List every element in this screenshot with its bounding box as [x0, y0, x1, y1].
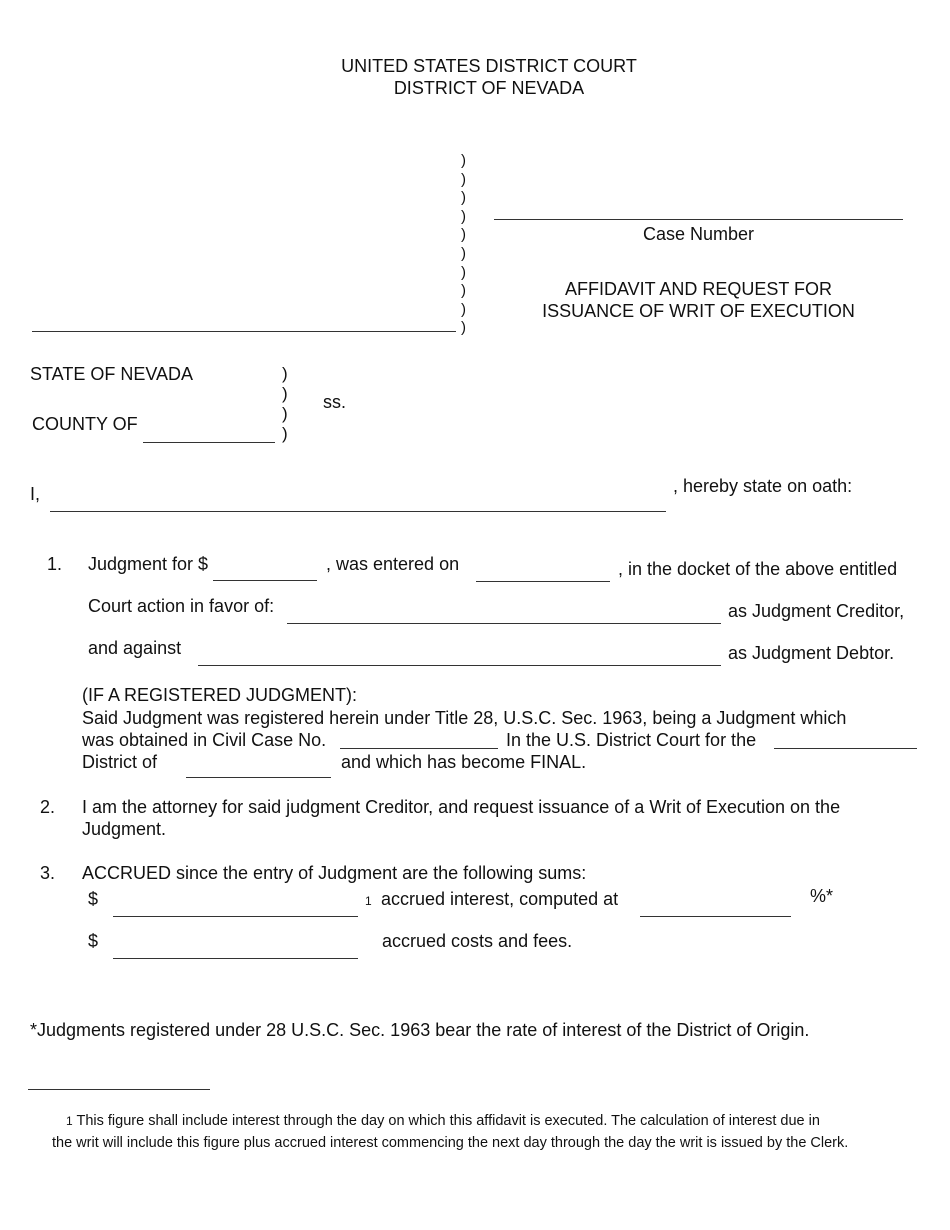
registered-line1: Said Judgment was registered herein under Title 28, U.S.C. Sec. 1963, being a Judgment which [82, 708, 847, 728]
document-title-line1: AFFIDAVIT AND REQUEST FOR [564, 279, 833, 299]
and-against-label: and against [88, 638, 182, 658]
debtor-line[interactable] [198, 665, 721, 666]
item2-number: 2. [40, 797, 56, 817]
case-number-line[interactable] [494, 219, 903, 220]
costs-dollar-sign: $ [88, 931, 99, 951]
county-line[interactable] [143, 442, 275, 443]
document-title-line2: ISSUANCE OF WRIT OF EXECUTION [542, 301, 855, 321]
oath-suffix: , hereby state on oath: [673, 476, 853, 496]
ss-label: ss. [323, 392, 347, 412]
creditor-label: as Judgment Creditor, [728, 601, 905, 621]
caption-paren-column: ) ) ) ) ) ) ) ) ) ) [461, 152, 466, 337]
footnote-text-line1: This figure shall include interest through the day on which this affidavit is executed. The calculation of interest due in [76, 1113, 820, 1129]
county-label: COUNTY OF [32, 414, 138, 434]
court-action-label: Court action in favor of: [88, 596, 275, 616]
district-of-label: District of [82, 752, 158, 772]
interest-rate-line[interactable] [640, 916, 791, 917]
footnote-separator [28, 1089, 210, 1090]
origin-district-line[interactable] [186, 777, 331, 778]
interest-amount-line[interactable] [113, 916, 358, 917]
item1-number: 1. [47, 554, 63, 574]
docket-label: , in the docket of the above entitled [618, 559, 898, 579]
item3-number: 3. [40, 863, 56, 883]
costs-amount-line[interactable] [113, 958, 358, 959]
percent-label: %* [810, 886, 834, 906]
civil-case-number-line[interactable] [340, 748, 498, 749]
footnote-line2: the writ will include this figure plus accrued interest commencing the next day through the day the writ is issued by the Clerk. [52, 1135, 849, 1151]
entry-date-line[interactable] [476, 581, 610, 582]
interest-note: *Judgments registered under 28 U.S.C. Sec. 1963 bear the rate of interest of the District of Origin. [30, 1020, 810, 1040]
costs-label: accrued costs and fees. [382, 931, 573, 951]
entered-on-label: , was entered on [326, 554, 460, 574]
item3-heading: ACCRUED since the entry of Judgment are the following sums: [82, 863, 587, 883]
footnote-line1 [66, 1111, 820, 1131]
state-label: STATE OF NEVADA [30, 364, 194, 384]
case-number-label: Case Number [642, 224, 755, 244]
judgment-amount-line[interactable] [213, 580, 317, 581]
registered-line2b: In the U.S. District Court for the [506, 730, 757, 750]
judgment-for-label: Judgment for $ [88, 554, 209, 574]
debtor-label: as Judgment Debtor. [728, 643, 895, 663]
affiant-name-line[interactable] [50, 511, 666, 512]
oath-prefix: I, [30, 484, 41, 504]
interest-label: accrued interest, computed at [381, 889, 619, 909]
footnote-marker: 1 [66, 1114, 73, 1128]
origin-court-line[interactable] [774, 748, 917, 749]
registered-line2a: was obtained in Civil Case No. [82, 730, 327, 750]
venue-paren-column: ) ) ) ) [282, 364, 288, 443]
footnote-ref: 1 [365, 894, 372, 908]
court-name: UNITED STATES DISTRICT COURT [341, 56, 637, 76]
district-name: DISTRICT OF NEVADA [393, 78, 585, 98]
item2-line2: Judgment. [82, 819, 167, 839]
interest-dollar-sign: $ [88, 889, 99, 909]
party-name-line[interactable] [32, 331, 456, 332]
final-label: and which has become FINAL. [341, 752, 587, 772]
item2-line1: I am the attorney for said judgment Creditor, and request issuance of a Writ of Execution on the [82, 797, 841, 817]
creditor-line[interactable] [287, 623, 721, 624]
registered-heading: (IF A REGISTERED JUDGMENT): [82, 685, 358, 705]
